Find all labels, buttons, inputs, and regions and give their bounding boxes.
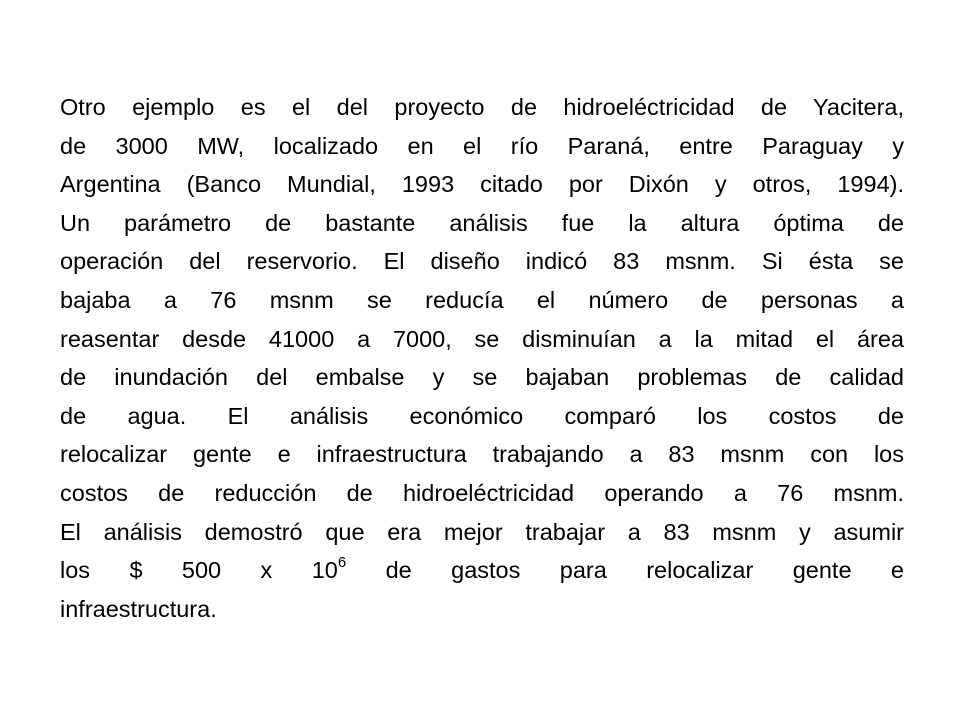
text-line: bajaba a 76 msnm se reducía el número de personas a bbox=[60, 286, 904, 313]
text-after-superscript: de gastos para relocalizar gente e bbox=[346, 557, 905, 584]
text-line: Argentina (Banco Mundial, 1993 citado por Dixón y otros, 1994). bbox=[60, 171, 904, 198]
text-line: El análisis demostró que era mejor trabajar a 83 msnm y asumir bbox=[60, 518, 904, 545]
text-line: de 3000 MW, localizado en el río Paraná, entre Paraguay y bbox=[60, 132, 904, 159]
text-line: costos de reducción de hidroeléctricidad operando a 76 msnm. bbox=[60, 479, 904, 506]
text-line: de inundación del embalse y se bajaban problemas de calidad bbox=[60, 364, 904, 391]
text-line: Otro ejemplo es el del proyecto de hidroeléctricidad de Yacitera, bbox=[60, 94, 904, 120]
superscript-exponent: 6 bbox=[337, 554, 347, 572]
text-line-last: infraestructura. bbox=[60, 595, 217, 622]
text-line: operación del reservorio. El diseño indicó 83 msnm. Si ésta se bbox=[60, 248, 904, 275]
text-line-superscript bbox=[60, 551, 904, 590]
text-line: relocalizar gente e infraestructura trabajando a 83 msnm con los bbox=[60, 441, 904, 468]
text-line: Un parámetro de bastante análisis fue la altura óptima de bbox=[60, 209, 904, 236]
paragraph bbox=[60, 88, 904, 628]
text-before-superscript: los $ 500 x 10 bbox=[60, 557, 338, 584]
text-line: de agua. El análisis económico comparó los costos de bbox=[60, 402, 904, 429]
text-line: reasentar desde 41000 a 7000, se disminuían a la mitad el área bbox=[60, 325, 904, 352]
